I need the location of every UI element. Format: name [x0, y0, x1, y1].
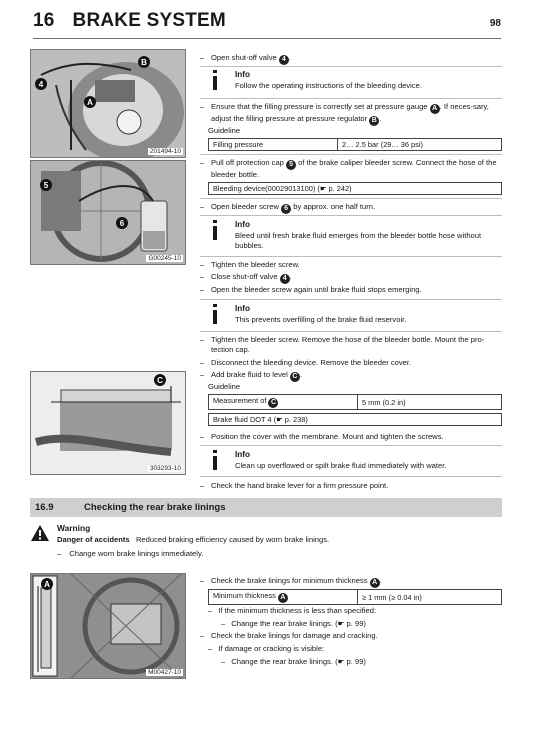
page-ref-link[interactable]: ☛ p. 238 [276, 415, 306, 424]
step-open-screw: – Open bleeder screw 6 by approx. one half turn. [200, 202, 376, 212]
step-disconnect: – Disconnect the bleeding device. Remove the bleeder cover. [200, 358, 412, 367]
separator [200, 331, 502, 332]
step-change-linings-2: – Change the rear brake linings. (☛ p. 99) [221, 657, 366, 666]
svg-text:C: C [157, 376, 163, 385]
figure-bleeding-device [30, 49, 186, 158]
section-heading [30, 498, 502, 517]
page-ref-link[interactable]: ☛ p. 99 [337, 619, 364, 628]
step-if-damage: – If damage or cracking is visible: [208, 644, 325, 653]
step-ensure-pressure: – Ensure that the filling pressure is correctly set at pressure gauge A . If neces-sary, adjust the filling pressure at pressure regulator B . [200, 102, 489, 124]
step-if-less: – If the minimum thickness is less than specified: [208, 606, 377, 615]
chapter-heading [33, 10, 226, 32]
header-rule [33, 38, 501, 39]
bleeding-device-table: Bleeding device(00029013100) (☛ p. 242) [208, 182, 502, 195]
section-number: 16.9 [35, 502, 54, 513]
svg-text:B: B [141, 58, 147, 67]
warning-triangle-icon [30, 524, 50, 542]
badge-b: B [369, 116, 379, 126]
svg-text:5: 5 [43, 181, 49, 190]
measurement-table: Measurement of C 5 mm (0.2 in) [208, 394, 502, 410]
warning-box [30, 523, 502, 563]
svg-text:6: 6 [119, 219, 125, 228]
separator [200, 198, 502, 199]
figure-code: G00245-10 [148, 255, 181, 262]
step-check-damage: – Check the brake linings for damage and cracking. [200, 631, 378, 640]
step-open-again: – Open the bleeder screw again until brake fluid stops emerging. [200, 285, 422, 294]
separator [200, 445, 502, 446]
badge-6: 6 [281, 204, 291, 214]
figure-bleeding-device-image [31, 50, 185, 157]
svg-text:A: A [44, 580, 50, 589]
min-thickness-table: Minimum thickness A ≥ 1 mm (≥ 0.04 in) [208, 589, 502, 605]
figure-fluid-level-image [31, 372, 185, 474]
step-pull-cap: – Pull off protection cap 5 of the brake caliper bleeder screw. Connect the hose of the bleeder bottle. [200, 158, 497, 179]
step-open-valve: – Open shut-off valve 4 . [200, 53, 291, 63]
figure-code: M00427-10 [148, 669, 181, 676]
step-position-cover: – Position the cover with the membrane. Mount and tighten the screws. [200, 432, 444, 441]
step-check-thickness: – Check the brake linings for minimum thickness A . [200, 576, 382, 586]
page-ref-link[interactable]: ☛ p. 99 [337, 657, 364, 666]
step-close-valve: – Close shut-off valve 4 . [200, 272, 292, 282]
step-tighten: – Tighten the bleeder screw. [200, 260, 300, 269]
warning-title: Warning [57, 523, 91, 533]
step-tighten-remove: – Tighten the bleeder screw. Remove the hose of the bleeder bottle. Mount the pro-tection cap. [200, 335, 485, 354]
figure-rear-brake-linings-image [31, 574, 185, 678]
separator [200, 66, 502, 67]
figure-bleeder-bottle [30, 160, 186, 265]
badge-4: 4 [280, 274, 290, 284]
section-title: Checking the rear brake linings [84, 502, 226, 513]
page-number: 98 [489, 18, 501, 29]
guideline-label: Guideline [208, 126, 241, 135]
figure-fluid-level [30, 371, 186, 475]
figure-rear-brake-linings [30, 573, 186, 679]
figure-bleeder-bottle-image [31, 161, 185, 264]
badge-5: 5 [286, 160, 296, 170]
info-icon [208, 220, 224, 242]
badge-a: A [278, 593, 288, 603]
svg-text:4: 4 [38, 80, 44, 89]
warning-danger: Danger of accidents Reduced braking efficiency caused by worn brake linings. [57, 535, 330, 544]
separator [200, 215, 502, 216]
separator [200, 154, 502, 155]
separator [200, 299, 502, 300]
figure-code: 303293-10 [149, 465, 181, 472]
separator [200, 256, 502, 257]
svg-text:A: A [87, 98, 93, 107]
separator [200, 98, 502, 99]
info-icon [208, 304, 224, 326]
step-add-fluid: – Add brake fluid to level C . [200, 370, 303, 380]
chapter-title: BRAKE SYSTEM [72, 10, 226, 31]
step-change-linings-1: – Change the rear brake linings. (☛ p. 99) [221, 619, 366, 628]
badge-c: C [268, 398, 278, 408]
info-icon [208, 70, 224, 92]
guideline-label: Guideline [208, 382, 241, 391]
warning-action: – Change worn brake linings immediately. [57, 549, 204, 558]
badge-a: A [370, 578, 380, 588]
step-check-lever: – Check the hand brake lever for a firm pressure point. [200, 481, 389, 490]
chapter-number: 16 [33, 10, 55, 31]
separator [200, 476, 502, 477]
info-icon [208, 450, 224, 472]
badge-a: A [430, 104, 440, 114]
brake-fluid-table: Brake fluid DOT 4 (☛ p. 238) [208, 413, 502, 426]
figure-code: 201494-10 [149, 148, 181, 155]
badge-4: 4 [279, 55, 289, 65]
filling-pressure-table: Filling pressure 2… 2.5 bar (29… 36 psi) [208, 138, 502, 151]
page-ref-link[interactable]: ☛ p. 242 [319, 184, 350, 193]
badge-c: C [290, 372, 300, 382]
